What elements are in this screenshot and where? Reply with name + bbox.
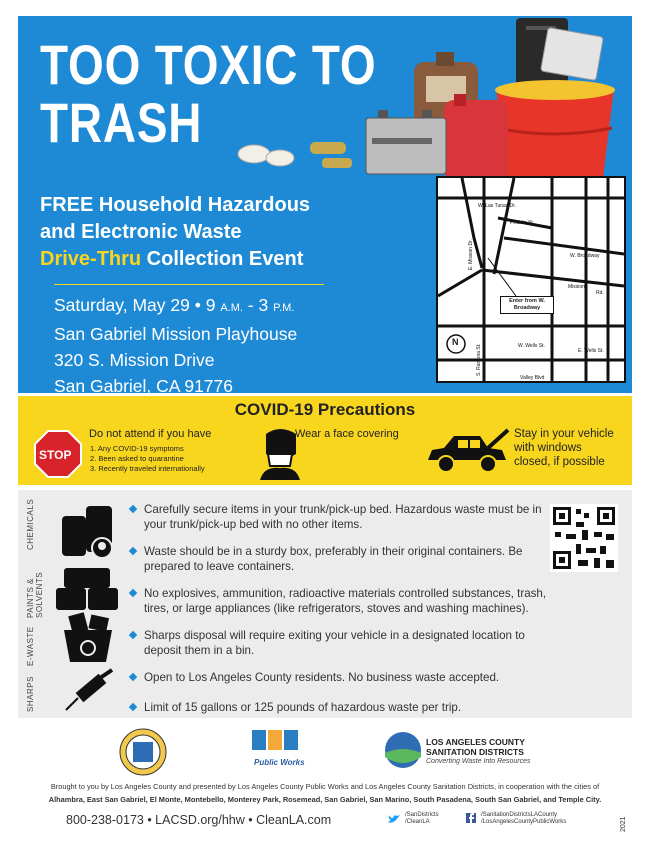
event-address: 320 S. Mission Drive — [54, 350, 215, 370]
drive-thru-highlight: Drive-Thru — [40, 248, 142, 270]
subtitle-line-1: FREE Household Hazardous — [40, 194, 311, 216]
public-works-label: Public Works — [254, 758, 305, 767]
sanitation-title-line: LOS ANGELES COUNTY — [426, 737, 525, 747]
map-label-broadway: W. Broadway — [570, 253, 600, 259]
rule-item: Carefully secure items in your trunk/pick-up bed. Hazardous waste must be in your trunk/pick-up bed with no other items. — [130, 502, 560, 532]
map-enter-label: Enter from W. Broadway — [500, 296, 554, 314]
car-icon — [424, 426, 510, 478]
covid-item-symptoms: Do not attend if you have — [89, 428, 212, 440]
yellow-divider — [54, 284, 324, 285]
map-label-w-wells: W. Wells St. — [518, 343, 545, 349]
sanitation-title — [426, 737, 525, 757]
covid-precautions — [18, 396, 632, 485]
facebook-icon[interactable] — [466, 813, 476, 823]
category-ewaste: E-WASTE — [26, 626, 35, 666]
north-arrow-icon: N — [452, 337, 459, 347]
stop-sign-text: STOP — [39, 448, 72, 462]
am-label: A.M. — [220, 302, 243, 314]
rule-item: Limit of 15 gallons or 125 pounds of hazardous waste per trip. — [130, 700, 560, 715]
rule-item: Open to Los Angeles County residents. No business waste accepted. — [130, 670, 560, 685]
e-waste-icon — [58, 612, 118, 664]
twitter-handle[interactable]: /CleanLA — [405, 819, 430, 825]
end-time: - 3 — [242, 295, 274, 315]
pm-label: P.M. — [273, 302, 295, 314]
sanitation-title-line: SANITATION DISTRICTS — [426, 747, 524, 757]
hazardous-items-illustration — [226, 18, 630, 188]
hero-banner — [18, 16, 632, 396]
event-date-time — [54, 292, 297, 321]
covid-list-item: 1. Any COVID-19 symptoms — [90, 444, 184, 453]
qr-code[interactable] — [550, 504, 618, 572]
event-city: San Gabriel, CA 91776 — [54, 376, 234, 396]
vehicle-line: closed, if possible — [514, 456, 605, 468]
date: Saturday, May 29 • 9 — [54, 295, 221, 315]
vehicle-line: with windows — [514, 442, 582, 454]
covid-symptom-list — [90, 444, 205, 474]
year-label: 2021 — [620, 816, 627, 832]
category-sharps: SHARPS — [26, 676, 35, 712]
subtitle-line-2: and Electronic Waste — [40, 221, 242, 243]
rules-panel — [18, 490, 632, 718]
category-chemicals: CHEMICALS — [26, 498, 35, 550]
title-line-2: TRASH — [40, 91, 203, 154]
map-label-mission: Mission — [568, 284, 585, 290]
twitter-handles[interactable] — [405, 812, 439, 826]
facebook-handle[interactable]: /LosAngelesCountyPublicWorks — [481, 819, 567, 825]
location-map — [436, 176, 626, 383]
covid-item-mask: Wear a face covering — [295, 428, 399, 440]
rule-item: Waste should be in a sturdy box, preferably in their original containers. Be prepared to leave containers. — [130, 544, 560, 574]
sanitation-tagline: Converting Waste Into Resources — [426, 758, 531, 765]
twitter-handle[interactable]: /SanDistricts — [405, 812, 439, 818]
map-label-ramona: S. Ramona St. — [476, 343, 482, 376]
facebook-handle[interactable]: /SanitationDistrictsLACounty — [481, 812, 558, 818]
event-details — [54, 292, 297, 399]
subtitle-line-3 — [40, 246, 400, 273]
covid-list-item: 2. Been asked to quarantine — [90, 454, 184, 463]
map-label-pedidia: Pedidia St. — [510, 220, 535, 226]
category-paints: PAINTS & SOLVENTS — [26, 571, 44, 618]
event-subtitle — [40, 192, 400, 273]
sanitation-districts-logo — [384, 731, 422, 769]
twitter-icon[interactable] — [388, 814, 400, 824]
map-label-valley: Valley Blvd — [520, 375, 545, 381]
map-label-las-tunas: W. Las Tunas Dr. — [478, 203, 517, 209]
covid-list-item: 3. Recently traveled internationally — [90, 464, 205, 473]
map-label-e-wells: E. Wells St. — [578, 348, 604, 354]
map-label-rd: Rd. — [596, 290, 604, 296]
syringe-icon — [64, 668, 116, 712]
map-label-e-mission: E. Mission Dr. — [468, 239, 474, 270]
footer-cities: Alhambra, East San Gabriel, El Monte, Montebello, Monterey Park, Rosemead, San Gabriel, San Marino, South Pasadena, South San Gabriel, and Temple City. — [48, 795, 602, 804]
footer-credit: Brought to you by Los Angeles County and presented by Los Angeles County Public Works and Los Angeles County Sanitation Districts, in cooperation with the cities of — [50, 782, 600, 791]
la-county-seal-logo — [119, 728, 167, 776]
vehicle-line: Stay in your vehicle — [514, 428, 614, 440]
title-line-1: TOO TOXIC TO — [40, 33, 377, 96]
rule-item: No explosives, ammunition, radioactive materials controlled substances, trash, tires, or large appliances (like refrigerators, stoves and washing machines). — [130, 586, 560, 616]
covid-heading: COVID-19 Precautions — [234, 400, 416, 419]
chemicals-icon — [56, 502, 118, 560]
contact-info[interactable]: 800-238-0173 • LACSD.org/hhw • CleanLA.com — [66, 813, 332, 827]
subtitle-line-3-rest: Collection Event — [141, 248, 304, 270]
covid-item-vehicle — [514, 427, 614, 469]
facebook-handles[interactable] — [481, 812, 566, 826]
paint-cans-icon — [54, 564, 120, 612]
event-venue: San Gabriel Mission Playhouse — [54, 324, 298, 344]
rule-item: Sharps disposal will require exiting your vehicle in a designated location to deposit them in a bin. — [130, 628, 560, 658]
